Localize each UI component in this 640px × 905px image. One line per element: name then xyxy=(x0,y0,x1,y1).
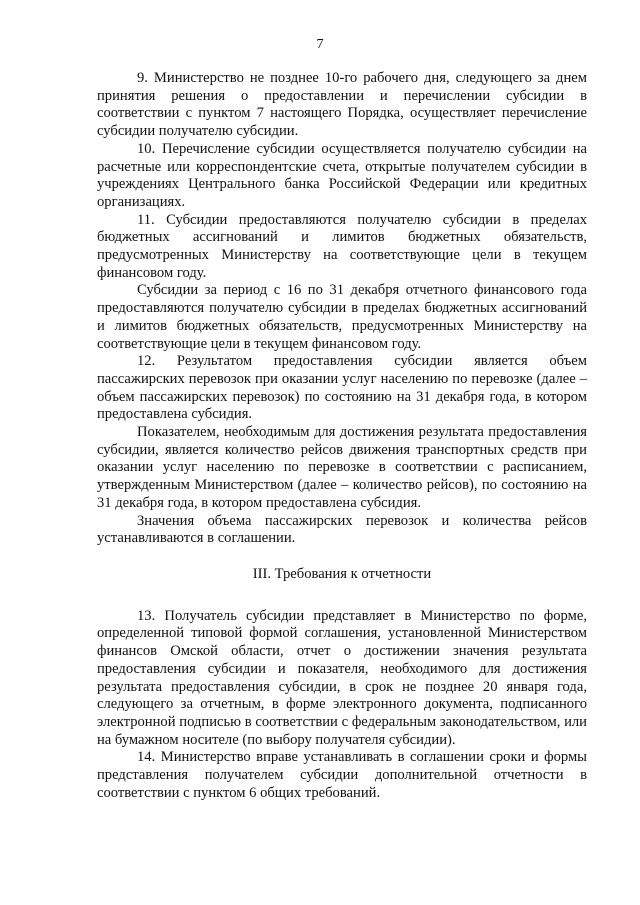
paragraph-11-period: Субсидии за период с 16 по 31 декабря отчетного финансового года предоставляются получателю субсидии в пределах бюджетных ассигнований и лимитов бюджетных обязательств, предусмотренных Министерству на соответствующие цели в текущем финансовом году. xyxy=(97,282,587,352)
document-body xyxy=(97,70,587,802)
page-number: 7 xyxy=(316,37,324,52)
paragraph-10: 10. Перечисление субсидии осуществляется получателю субсидии на расчетные или корреспондентские счета, открытые получателем субсидии в учреждениях Центрального банка Российской Федерации или кредитных организациях. xyxy=(97,140,587,210)
paragraph-13: 13. Получатель субсидии представляет в Министерство по форме, определенной типовой формой соглашения, установленной Министерством финансов Омской области, отчет о достижении значения результата предоставления субсидии и показателя, необходимого для достижения результата предоставления субсидии, в срок не позднее 20 января года, следующего за отчетным, в форме электронного документа, подписанного электронной подписью в соответствии с федеральным законодательством, или на бумажном носителе (по выбору получателя субсидии). xyxy=(97,607,587,748)
paragraph-12-indicator: Показателем, необходимым для достижения результата предоставления субсидии, является количество рейсов движения транспортных средств при оказании услуг населению по перевозке в соответствии с расписанием, утвержденным Министерством (далее – количество рейсов), по состоянию на 31 декабря года, в котором предоставлена субсидия. xyxy=(97,424,587,511)
paragraph-12-values: Значения объема пассажирских перевозок и количества рейсов устанавливаются в соглашении. xyxy=(97,512,587,547)
paragraph-12: 12. Результатом предоставления субсидии является объем пассажирских перевозок при оказании услуг населению по перевозке (далее – объем пассажирских перевозок) по состоянию на 31 декабря года, в котором предоставлена субсидия. xyxy=(97,353,587,423)
paragraph-11: 11. Субсидии предоставляются получателю субсидии в пределах бюджетных ассигнований и лимитов бюджетных обязательств, предусмотренных Министерству на соответствующие цели в текущем финансовом году. xyxy=(97,211,587,281)
paragraph-9: 9. Министерство не позднее 10-го рабочего дня, следующего за днем принятия решения о предоставлении и перечислении субсидии в соответствии с пунктом 7 настоящего Порядка, осуществляет перечисление субсидии получателю субсидии. xyxy=(97,70,587,140)
paragraph-14: 14. Министерство вправе устанавливать в соглашении сроки и формы представления получателем субсидии дополнительной отчетности в соответствии с пунктом 6 общих требований. xyxy=(97,749,587,801)
section-heading: III. Требования к отчетности xyxy=(252,565,432,582)
